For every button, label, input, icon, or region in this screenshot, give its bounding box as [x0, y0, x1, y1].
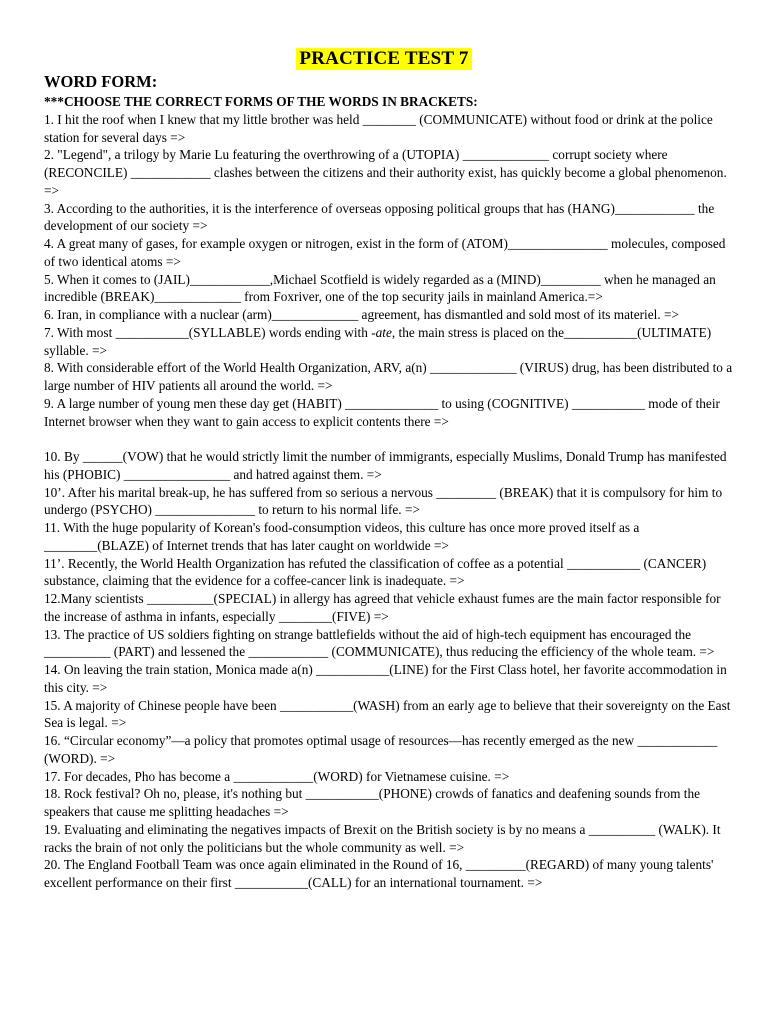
question-8: 8. With considerable effort of the World Health Organization, ARV, a(n) _____________ (VIRUS) drug, has been distributed to a large number of HIV patients all around the world. =>: [44, 360, 733, 393]
question-13: 13. The practice of US soldiers fighting on strange battlefields without the aid of high-tech equipment has encouraged the __________ (PART) and lessened the ____________ (COMMUNICATE), thus reducing the efficiency of the whole team. =>: [44, 626, 715, 660]
question-7: 7. With most ___________(SYLLABLE) words ending with -ate, the main stress is placed on the___________(ULTIMATE) syllable. =>: [44, 324, 712, 358]
page-title: PRACTICE TEST 7: [296, 48, 471, 70]
question-11: 11. With the huge popularity of Korean's food-consumption videos, this culture has once more proved itself as a ________(BLAZE) of Internet trends that has later caught on worldwide =>: [44, 520, 640, 553]
question-20: 20. The England Football Team was once again eliminated in the Round of 16, _________(REGARD) of many young talents' excellent performance on their first ___________(CALL) for an international tournament. =>: [44, 857, 714, 890]
suffix-ate: -ate: [371, 324, 392, 340]
question-12: 12.Many scientists __________(SPECIAL) in allergy has agreed that vehicle exhaust fumes are the main factor responsible for the increase of asthma in infants, especially ________(FIVE) =>: [44, 591, 721, 624]
question-2: 2. "Legend", a trilogy by Marie Lu featuring the overthrowing of a (UTOPIA) _____________ corrupt society where (RECONCILE) ____________ clashes between the citizens and their authority exist, has quickly become a global phenomenon. =>: [44, 147, 727, 198]
question-18: 18. Rock festival? Oh no, please, it's nothing but ___________(PHONE) crowds of fanatics and deafening sounds from the speakers that cause me splitting headaches =>: [44, 786, 701, 819]
blank-line: [44, 430, 734, 448]
question-11-prime: 11’. Recently, the World Health Organization has refuted the classification of coffee as a potential ___________ (CANCER) substance, claiming that the evidence for a coffee-cancer link is inadequate. =>: [44, 555, 707, 589]
title-container: [0, 48, 768, 70]
question-10: 10. By ______(VOW) that he would strictly limit the number of immigrants, especially Muslims, Donald Trump has manifested his (PHOBIC) ________________ and hatred against them. =>: [44, 449, 727, 482]
question-4: 4. A great many of gases, for example oxygen or nitrogen, exist in the form of (ATOM)_______________ molecules, composed of two identical atoms =>: [44, 236, 726, 269]
question-1: 1. I hit the roof when I knew that my little brother was held ________ (COMMUNICATE) without food or drink at the police station for several days =>: [44, 111, 713, 145]
question-19: 19. Evaluating and eliminating the negatives impacts of Brexit on the British society is by no means a __________ (WALK). It racks the brain of not only the politicians but the whole community as well. =>: [44, 821, 721, 855]
question-15: 15. A majority of Chinese people have been ___________(WASH) from an early age to believe that their sovereignty on the East Sea is legal. =>: [44, 697, 731, 731]
question-17: 17. For decades, Pho has become a ____________(WORD) for Vietnamese cuisine. =>: [44, 768, 510, 784]
question-16: 16. “Circular economy”—a policy that promotes optimal usage of resources—has recently emerged as the new ____________ (WORD). =>: [44, 733, 718, 766]
instruction: ***CHOOSE THE CORRECT FORMS OF THE WORDS IN BRACKETS:: [44, 94, 478, 109]
question-6: 6. Iran, in compliance with a nuclear (arm)_____________ agreement, has dismantled and sold most of its materiel. =>: [44, 307, 679, 322]
question-list: [44, 93, 734, 892]
question-14: 14. On leaving the train station, Monica made a(n) ___________(LINE) for the First Class hotel, her favorite accommodation in this city. =>: [44, 662, 727, 695]
question-9: 9. A large number of young men these day get (HABIT) ______________ to using (COGNITIVE) ___________ mode of their Internet browser when they want to gain access to explicit contents there =>: [44, 395, 720, 429]
question-10-prime: 10’. After his marital break-up, he has suffered from so serious a nervous _________ (BREAK) that it is compulsory for him to undergo (PSYCHO) _______________ to return to his normal life. =>: [44, 484, 723, 518]
question-3: 3. According to the authorities, it is the interference of overseas opposing political groups that has (HANG)____________ the development of our society =>: [44, 200, 715, 234]
section-heading: WORD FORM:: [44, 72, 158, 91]
question-5: 5. When it comes to (JAIL)____________,Michael Scotfield is widely regarded as a (MIND)_________ when he managed an incredible (BREAK)_____________ from Foxriver, one of the top security jails in mainland America.=>: [44, 271, 716, 305]
